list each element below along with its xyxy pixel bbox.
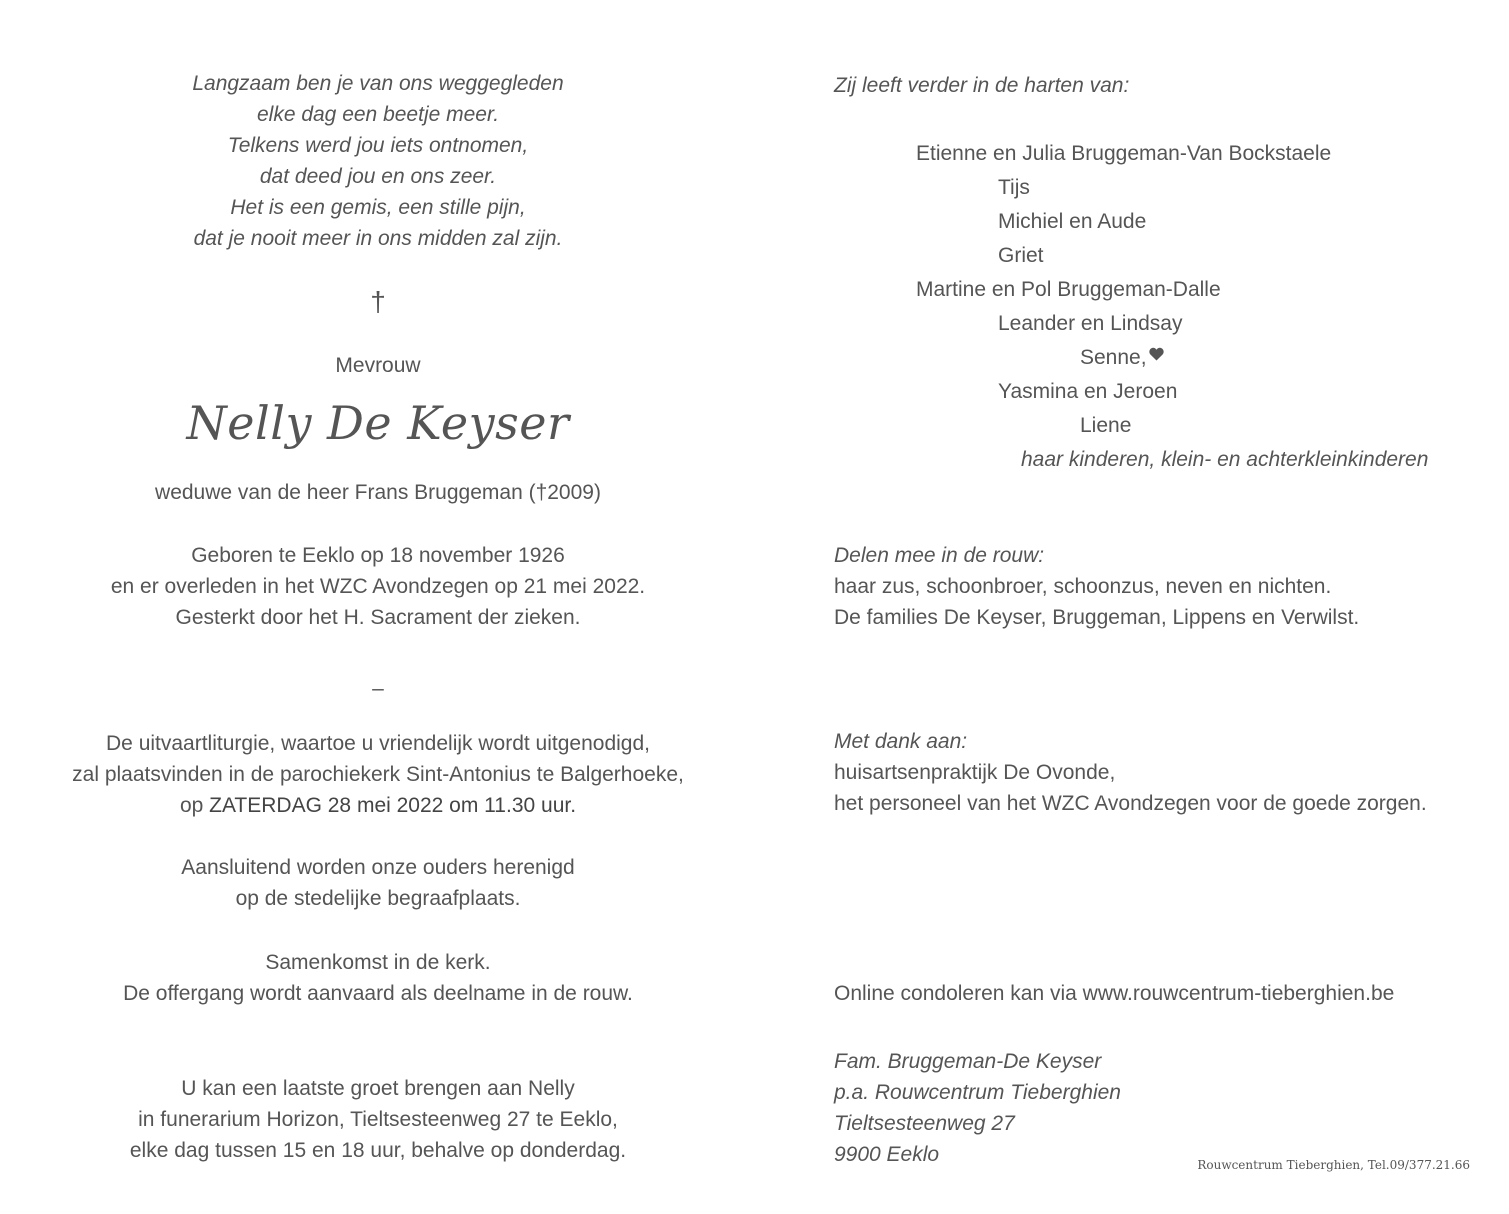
gathering-info (30, 947, 726, 1009)
thanks-line: huisartsenpraktijk De Ovonde, (834, 761, 1116, 784)
online-condolence: Online condoleren kan via www.rouwcentrum-tieberghien.be (834, 982, 1395, 1005)
liturgy-line: zal plaatsvinden in de parochiekerk Sint-Antonius te Balgerhoeke, (72, 763, 684, 786)
birth-death-line: en er overleden in het WZC Avondzegen op 21 mei 2022. (110, 575, 646, 598)
address-line: Tieltsesteenweg 27 (834, 1112, 1015, 1135)
liturgy-info (30, 728, 726, 821)
gathering-line: Samenkomst in de kerk. (265, 951, 491, 974)
family-list (916, 137, 1428, 477)
family-member: Yasmina en Jeroen (998, 380, 1178, 403)
family-member-name: Senne, (1080, 346, 1147, 369)
title-mevrouw: Mevrouw (335, 354, 421, 377)
family-member: Griet (998, 244, 1044, 267)
thanks-heading: Met dank aan: (834, 730, 968, 753)
address-line: p.a. Rouwcentrum Tieberghien (834, 1081, 1121, 1104)
thanks-section (834, 726, 1427, 819)
cross-symbol: † (370, 286, 386, 317)
family-member: Etienne en Julia Bruggeman-Van Bockstaele (916, 142, 1332, 165)
address-line: 9900 Eeklo (834, 1143, 940, 1166)
liturgy-line: De uitvaartliturgie, waartoe u vriendelijk wordt uitgenodigd, (106, 732, 650, 755)
visit-info (30, 1073, 726, 1166)
widow-line: weduwe van de heer Frans Bruggeman (†2009) (155, 481, 601, 504)
heart-icon (1149, 347, 1164, 361)
burial-line: op de stedelijke begraafplaats. (235, 887, 521, 910)
birth-death-line: Geboren te Eeklo op 18 november 1926 (191, 544, 565, 567)
burial-line: Aansluitend worden onze ouders herenigd (181, 856, 575, 879)
poem-line: dat deed jou en ons zeer. (259, 165, 497, 188)
thanks-line: het personeel van het WZC Avondzegen voor de goede zorgen. (834, 792, 1427, 815)
family-member: Tijs (998, 176, 1030, 199)
poem-line: Langzaam ben je van ons weggegleden (192, 72, 564, 95)
poem-line: Telkens werd jou iets ontnomen, (227, 134, 529, 157)
visit-line: in funerarium Horizon, Tieltsesteenweg 27 te Eeklo, (138, 1108, 618, 1131)
mourning-line: De families De Keyser, Bruggeman, Lippens en Verwilst. (834, 606, 1360, 629)
separator-dash: – (372, 677, 384, 700)
contact-address (834, 1046, 1121, 1170)
birth-death-line: Gesterkt door het H. Sacrament der zieken. (175, 606, 581, 629)
visit-line: elke dag tussen 15 en 18 uur, behalve op donderdag. (129, 1139, 627, 1162)
family-member: Liene (1080, 414, 1132, 437)
lives-on-heading: Zij leeft verder in de harten van: (834, 74, 1130, 97)
family-member-with-heart (916, 341, 1428, 375)
address-line: Fam. Bruggeman-De Keyser (834, 1050, 1102, 1073)
birth-death-info (30, 540, 726, 633)
family-member: Martine en Pol Bruggeman-Dalle (916, 278, 1221, 301)
visit-line: U kan een laatste groet brengen aan Nelly (181, 1077, 575, 1100)
family-summary: haar kinderen, klein- en achterkleinkinderen (1021, 448, 1429, 471)
mourning-section (834, 540, 1359, 633)
mourning-heading: Delen mee in de rouw: (834, 544, 1045, 567)
poem-line: Het is een gemis, een stille pijn, (230, 196, 526, 219)
poem-line: dat je nooit meer in ons midden zal zijn. (193, 227, 563, 250)
funeral-home-credit: Rouwcentrum Tieberghien, Tel.09/377.21.66 (1197, 1158, 1470, 1172)
deceased-name: Nelly De Keyser (186, 396, 570, 450)
liturgy-date-line (30, 790, 726, 821)
poem-line: elke dag een beetje meer. (256, 103, 500, 126)
family-member: Michiel en Aude (998, 210, 1147, 233)
mourning-line: haar zus, schoonbroer, schoonzus, neven en nichten. (834, 575, 1332, 598)
liturgy-date: ZATERDAG 28 mei 2022 om 11.30 uur. (209, 794, 577, 817)
poem (30, 68, 726, 254)
gathering-line: De offergang wordt aanvaard als deelname in de rouw. (123, 982, 633, 1005)
family-member: Leander en Lindsay (998, 312, 1183, 335)
burial-info (30, 852, 726, 914)
liturgy-date-prefix: op (179, 794, 210, 817)
